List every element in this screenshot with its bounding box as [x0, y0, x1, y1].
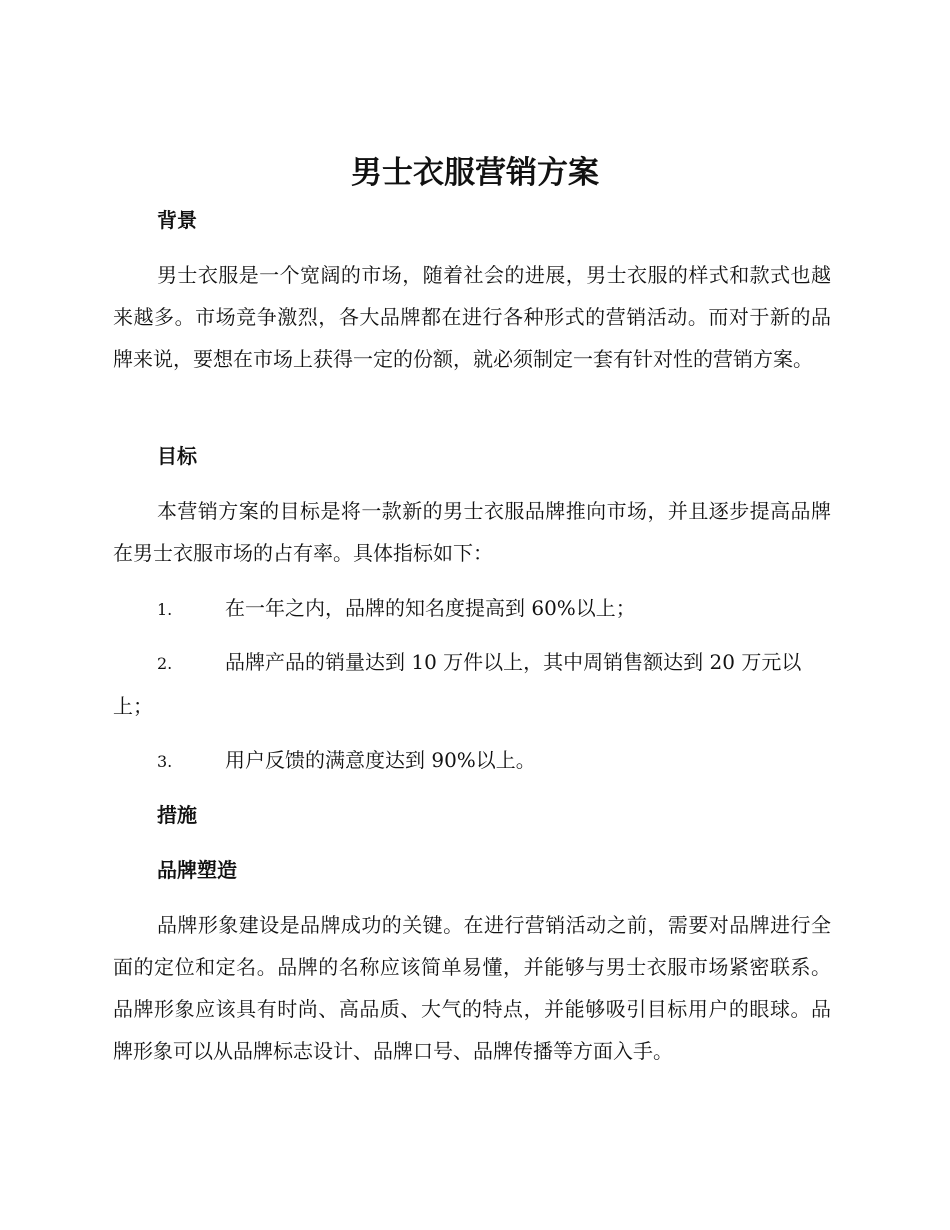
goal-list-item-2: [113, 641, 831, 727]
section-heading-background: 背景: [157, 208, 197, 232]
goal-list-item-3: [113, 739, 831, 783]
document-title: 男士衣服营销方案: [351, 155, 599, 191]
list-number: 3.: [157, 752, 173, 771]
subsection-heading-brand: 品牌塑造: [157, 858, 237, 882]
list-text: 品牌产品的销量达到 10 万件以上，其中周销售额达到 20 万元以上；: [113, 650, 802, 718]
brand-paragraph: 品牌形象建设是品牌成功的关键。在进行营销活动之前，需要对品牌进行全面的定位和定名。品牌的名称应该简单易懂，并能够与男士衣服市场紧密联系。品牌形象应该具有时尚、高品质、大气的特点，并能够吸引目标用户的眼球。品牌形象可以从品牌标志设计、品牌口号、品牌传播等方面入手。: [113, 913, 831, 1063]
goal-list-item-1: [113, 587, 831, 631]
list-number: 2.: [157, 654, 173, 673]
section-heading-measures: 措施: [157, 803, 197, 827]
list-text: 用户反馈的满意度达到 90%以上。: [225, 748, 536, 772]
background-paragraph: 男士衣服是一个宽阔的市场，随着社会的进展，男士衣服的样式和款式也越来越多。市场竞争激烈，各大品牌都在进行各种形式的营销活动。而对于新的品牌来说，要想在市场上获得一定的份额，就必须制定一套有针对性的营销方案。: [113, 263, 831, 371]
section-heading-goal: 目标: [157, 444, 197, 468]
list-text: 在一年之内，品牌的知名度提高到 60%以上；: [225, 596, 636, 620]
goal-paragraph: 本营销方案的目标是将一款新的男士衣服品牌推向市场，并且逐步提高品牌在男士衣服市场的占有率。具体指标如下：: [113, 499, 831, 565]
list-number: 1.: [157, 600, 173, 619]
